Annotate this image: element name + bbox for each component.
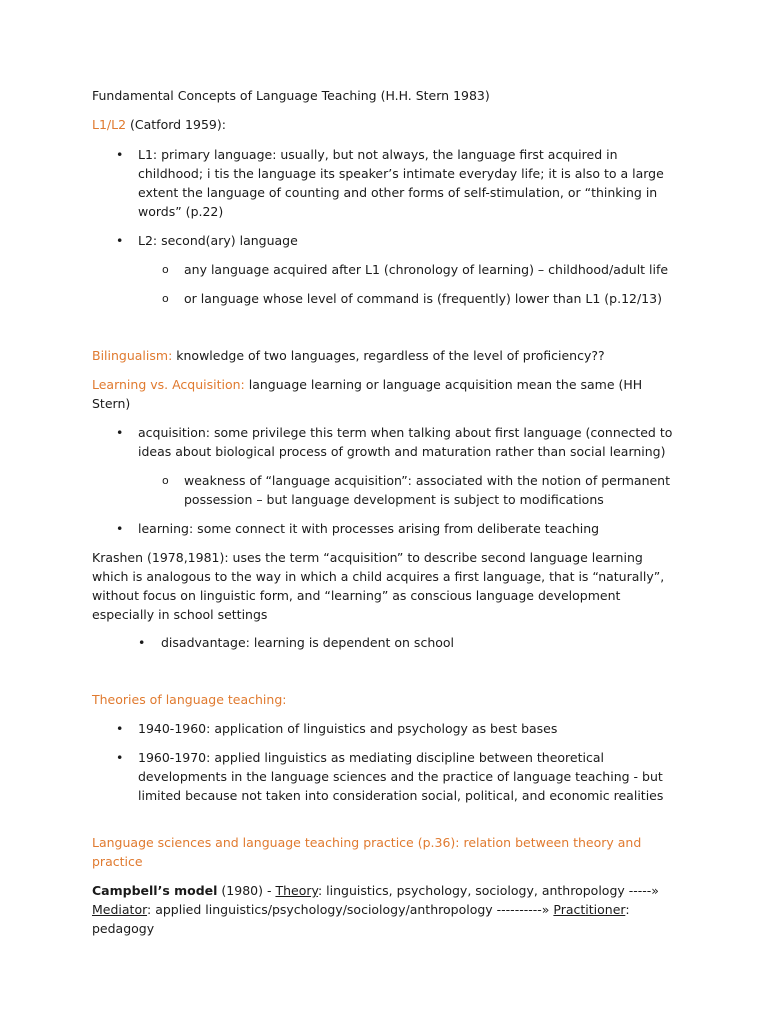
l1l2-source: (Catford 1959): (126, 117, 226, 132)
campbell-paragraph (92, 881, 682, 938)
theory-label: Theory (275, 883, 318, 898)
list-item-l2: L2: second(ary) language (138, 233, 298, 248)
sciences-heading: Language sciences and language teaching practice (p.36): relation between theory and practice (92, 835, 642, 869)
learning-acquisition-text: language learning or language acquisition mean the same (HH Stern) (92, 377, 643, 411)
list-item-1940-1960: 1940-1960: application of linguistics and psychology as best bases (138, 721, 558, 736)
list-item-acquisition: acquisition: some privilege this term when talking about first language (connected to ideas about biological process of growth and maturation rather than social learning) (138, 425, 673, 459)
document-title: Fundamental Concepts of Language Teaching (H.H. Stern 1983) (92, 88, 490, 103)
bilingualism-label: Bilingualism: (92, 348, 173, 363)
sub-item-command-level: or language whose level of command is (frequently) lower than L1 (p.12/13) (184, 291, 662, 306)
bullet-icon: • (116, 233, 124, 248)
bullet-icon: • (138, 635, 146, 650)
mediator-label: Mediator (92, 902, 148, 917)
learning-acquisition-label: Learning vs. Acquisition: (92, 377, 245, 392)
list-item-disadvantage: disadvantage: learning is dependent on school (161, 635, 455, 650)
list-item-l1: L1: primary language: usually, but not always, the language first acquired in childhood; i tis the language its speaker’s intimate everyday life; it is also to a large extent the language of counting and other forms of self-stimulation, or “thinking in words” (p.22) (138, 147, 664, 219)
krashen-paragraph: Krashen (1978,1981): uses the term “acquisition” to describe second language learning which is analogous to the way in which a child acquires a first language, that is “naturally”, without focus on linguistic form, and “learning” as conscious language development especially in school settings (92, 550, 665, 622)
practitioner-text: : pedagogy (92, 902, 630, 936)
circle-bullet-icon: o (162, 474, 169, 487)
bilingualism-text: knowledge of two languages, regardless of the level of proficiency?? (172, 348, 605, 363)
campbell-year: (1980) - (217, 883, 276, 898)
theories-heading: Theories of language teaching: (92, 692, 287, 707)
l1l2-heading (92, 115, 682, 134)
practitioner-label: Practitioner (553, 902, 626, 917)
theory-text: : linguistics, psychology, sociology, anthropology -----» (317, 883, 659, 898)
learning-acquisition-paragraph (92, 375, 682, 413)
list-item-learning: learning: some connect it with processes arising from deliberate teaching (138, 521, 600, 536)
list-item-1960-1970: 1960-1970: applied linguistics as mediating discipline between theoretical developments in the language sciences and the practice of language teaching - but limited because not taken into consideration social, political, and economic realities (138, 750, 664, 803)
sub-item-weakness: weakness of “language acquisition”: associated with the notion of permanent possession – but language development is subject to modifications (184, 473, 671, 507)
bullet-icon: • (116, 750, 124, 765)
mediator-text: : applied linguistics/psychology/sociology/anthropology ----------» (147, 902, 554, 917)
campbell-name: Campbell’s model (92, 883, 218, 898)
sub-item-after-l1: any language acquired after L1 (chronology of learning) – childhood/adult life (184, 262, 669, 277)
bullet-icon: • (116, 521, 124, 536)
bullet-icon: • (116, 425, 124, 440)
circle-bullet-icon: o (162, 292, 169, 305)
l1l2-label: L1/L2 (92, 117, 127, 132)
bullet-icon: • (116, 147, 124, 162)
bullet-icon: • (116, 721, 124, 736)
bilingualism-paragraph (92, 346, 682, 365)
circle-bullet-icon: o (162, 263, 169, 276)
